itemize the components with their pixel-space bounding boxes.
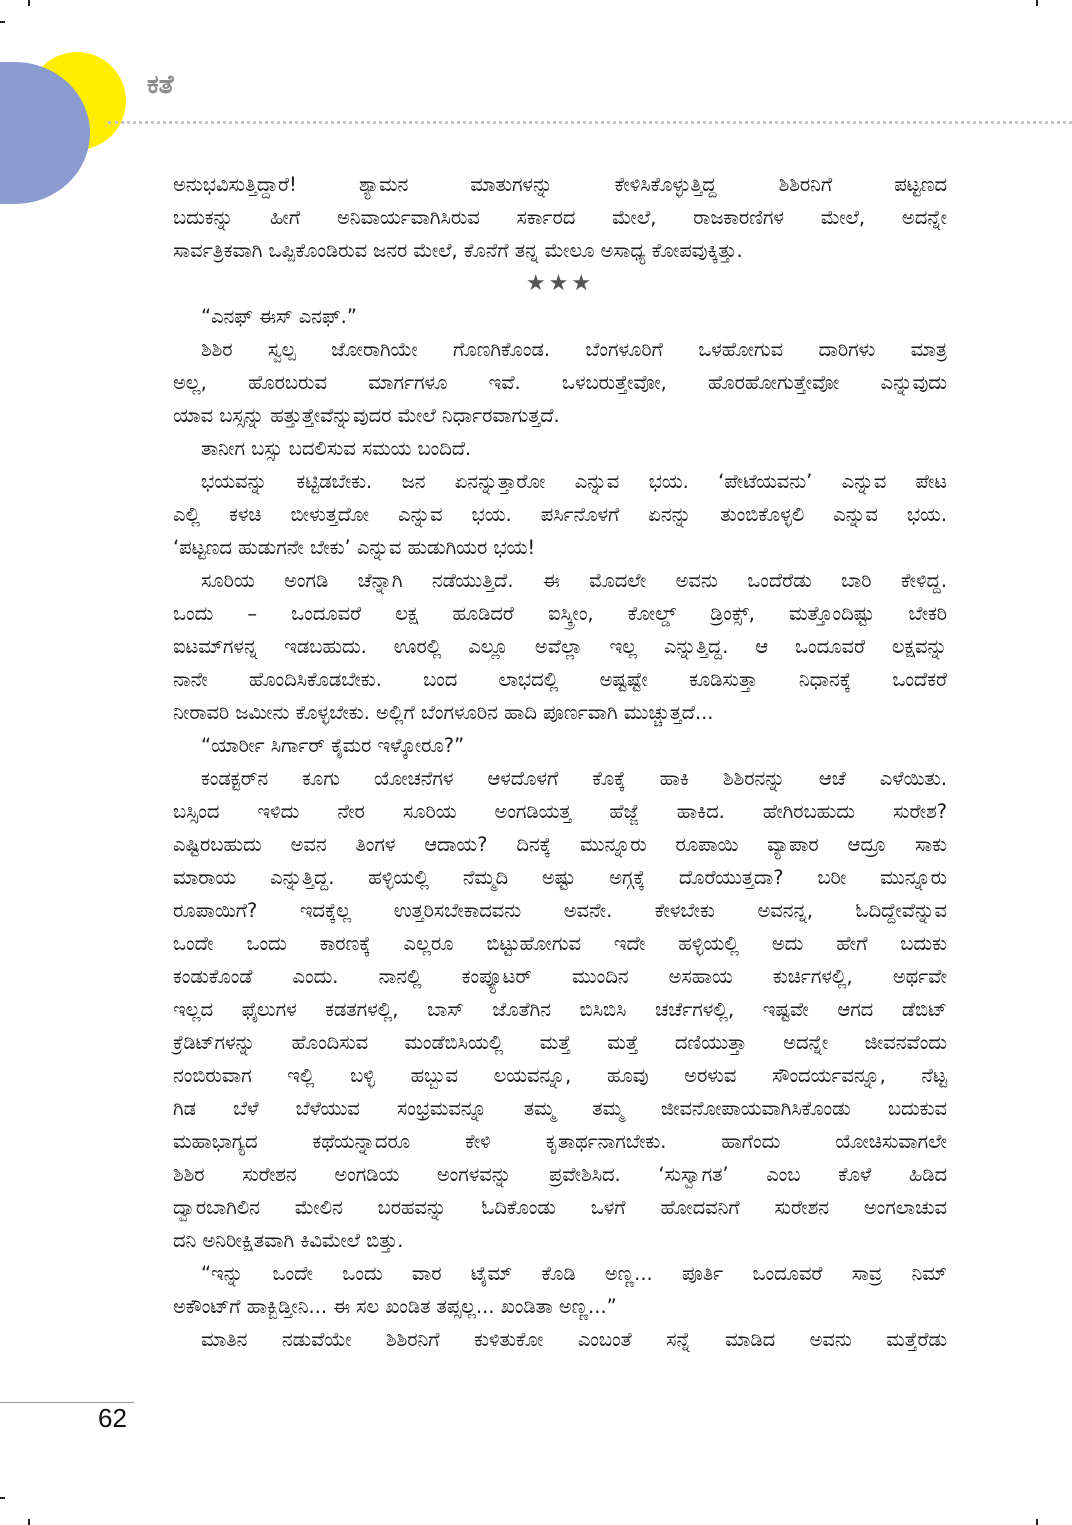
text-line: ಮಾರಾಯ ಎನ್ನುತ್ತಿದ್ದ. ಹಳ್ಳಿಯಲ್ಲಿ ನೆಮ್ಮದಿ ಅಷ್ಟು ಅಗ್ಗಕ್ಕೆ ದೊರೆಯುತ್ತದಾ? ಬರೀ ಮುನ್ನೂರು	[173, 866, 947, 889]
text-line: ದನಿ ಅನಿರೀಕ್ಷಿತವಾಗಿ ಕಿವಿಮೇಲೆ ಬಿತ್ತು.	[173, 1229, 404, 1252]
text-line: ಗಿಡ ಬೆಳೆ ಬೆಳೆಯುವ ಸಂಭ್ರಮವನ್ನೂ ತಮ್ಮ ತಮ್ಮ ಜೀವನೋಪಾಯವಾಗಿಸಿಕೊಂಡು ಬದುಕುವ	[173, 1097, 947, 1120]
text-line: “ಎನಫ್ ಈಸ್ ಎನಫ್.”	[201, 305, 357, 328]
section-title: ಕತೆ	[147, 70, 174, 100]
text-line: ಶಿಶಿರ ಸುರೇಶನ ಅಂಗಡಿಯ ಅಂಗಳವನ್ನು ಪ್ರವೇಶಿಸಿದ. ‘ಸುಸ್ವಾಗತ’ ಎಂಬ ಕೊಳೆ ಹಿಡಿದ	[173, 1163, 947, 1186]
text-line: ಇಲ್ಲದ ಫೈಲುಗಳ ಕಡತಗಳಲ್ಲಿ, ಬಾಸ್ ಜೊತೆಗಿನ ಬಿಸಿಬಿಸಿ ಚರ್ಚೆಗಳಲ್ಲಿ, ಇಷ್ಟವೇ ಆಗದ ಡೆಬಿಟ್	[173, 998, 947, 1021]
text-line: “ಯಾರ್ರೀ ಸಿರ್ಗಾರ್ ಕೈಮರ ಇಳ್ಕೋರೂ?”	[201, 734, 465, 757]
text-line: ನೀರಾವರಿ ಜಮೀನು ಕೊಳ್ಳಬೇಕು. ಅಲ್ಲಿಗೆ ಬೆಂಗಳೂರಿನ ಹಾದಿ ಪೂರ್ಣವಾಗಿ ಮುಚ್ಚುತ್ತದೆ...	[173, 701, 714, 724]
crop-mark-bottom-right-v	[1036, 1519, 1038, 1525]
paragraph	[173, 465, 947, 564]
text-line: ಶಿಶಿರ ಸ್ವಲ್ಪ ಜೋರಾಗಿಯೇ ಗೊಣಗಿಕೊಂಡ. ಬೆಂಗಳೂರಿಗೆ ಒಳಹೋಗುವ ದಾರಿಗಳು ಮಾತ್ರ	[201, 338, 947, 361]
header-dotted-rule	[108, 121, 1072, 124]
text-line: ಬಸ್ಸಿಂದ ಇಳಿದು ನೇರ ಸೂರಿಯ ಅಂಗಡಿಯತ್ತ ಹೆಜ್ಜೆ ಹಾಕಿದ. ಹೇಗಿರಬಹುದು ಸುರೇಶ?	[173, 800, 947, 823]
text-line: ಅಕೌಂಟ್‌ಗೆ ಹಾಕ್ಬಿಡ್ತೀನಿ... ಈ ಸಲ ಖಂಡಿತ ತಪ್ಸಲ್ಲ... ಖಂಡಿತಾ ಅಣ್ಣ...”	[173, 1295, 617, 1318]
paragraph	[173, 432, 947, 465]
paragraph	[173, 168, 947, 267]
text-line: ದ್ವಾರಬಾಗಿಲಿನ ಮೇಲಿನ ಬರಹವನ್ನು ಓದಿಕೊಂಡು ಒಳಗೆ ಹೋದವನಿಗೆ ಸುರೇಶನ ಅಂಗಲಾಚುವ	[173, 1196, 947, 1219]
crop-mark-top-left	[0, 21, 5, 23]
text-line: ರೂಪಾಯಿಗೆ? ಇದಕ್ಕೆಲ್ಲ ಉತ್ತರಿಸಬೇಕಾದವನು ಅವನೇ. ಕೇಳಬೇಕು ಅವನನ್ನ, ಓದಿದ್ದೇವೆನ್ನುವ	[173, 899, 947, 922]
text-line: ಐಟಮ್‌ಗಳನ್ನ ಇಡಬಹುದು. ಊರಲ್ಲಿ ಎಲ್ಲೂ ಅವೆಲ್ಲಾ ಇಲ್ಲ ಎನ್ನುತ್ತಿದ್ದ. ಆ ಒಂದೂವರೆ ಲಕ್ಷವನ್ನು	[173, 635, 947, 658]
text-line: ಸೂರಿಯ ಅಂಗಡಿ ಚೆನ್ನಾಗಿ ನಡೆಯುತ್ತಿದೆ. ಈ ಮೊದಲೇ ಅವನು ಒಂದೆರೆಡು ಬಾರಿ ಕೇಳಿದ್ದ.	[201, 569, 947, 592]
text-line: ಕಂಡುಕೊಂಡೆ ಎಂದು. ನಾನಲ್ಲಿ ಕಂಪ್ಯೂಟರ್ ಮುಂದಿನ ಅಸಹಾಯ ಕುರ್ಚಿಗಳಲ್ಲಿ, ಅರ್ಥವೇ	[173, 965, 947, 988]
text-line: ಮಹಾಭಾಗ್ಯದ ಕಥೆಯನ್ನಾದರೂ ಕೇಳಿ ಕೃತಾರ್ಥನಾಗಬೇಕು. ಹಾಗೆಂದು ಯೋಚಿಸುವಾಗಲೇ	[173, 1130, 947, 1153]
crop-mark-top-left-v	[28, 0, 30, 6]
paragraph	[173, 762, 947, 1257]
text-line: ಸಾರ್ವತ್ರಿಕವಾಗಿ ಒಪ್ಪಿಕೊಂಡಿರುವ ಜನರ ಮೇಲೆ, ಕೊನೆಗೆ ತನ್ನ ಮೇಲೂ ಅಸಾಧ್ಯ ಕೋಪವುಕ್ಕಿತ್ತು.	[173, 239, 743, 262]
text-line: ಎಲ್ಲಿ ಕಳಚಿ ಬೀಳುತ್ತದೋ ಎನ್ನುವ ಭಯ. ಪರ್ಸಿನೊಳಗೆ ಏನನ್ನು ತುಂಬಿಕೊಳ್ಳಲಿ ಎನ್ನುವ ಭಯ.	[173, 503, 947, 526]
text-line: “ಇನ್ನು ಒಂದೇ ಒಂದು ವಾರ ಟೈಮ್ ಕೊಡಿ ಅಣ್ಣ... ಪೂರ್ತಿ ಒಂದೂವರೆ ಸಾವ್ರ ನಿಮ್	[201, 1262, 947, 1285]
text-line: ಬದುಕನ್ನು ಹೀಗೆ ಅನಿವಾರ್ಯವಾಗಿಸಿರುವ ಸರ್ಕಾರದ ಮೇಲೆ, ರಾಜಕಾರಣಿಗಳ ಮೇಲೆ, ಅದನ್ನೇ	[173, 206, 947, 229]
paragraph	[173, 1323, 947, 1356]
text-line: ಕಂಡಕ್ಟರ್‌ನ ಕೂಗು ಯೋಚನೆಗಳ ಆಳದೊಳಗೆ ಕೊಕ್ಕೆ ಹಾಕಿ ಶಿಶಿರನನ್ನು ಆಚೆ ಎಳೆಯಿತು.	[201, 767, 947, 790]
page-number: 62	[98, 1403, 127, 1433]
scene-separator-stars: ★★★	[525, 271, 595, 296]
paragraph	[173, 300, 947, 333]
text-line: ತಾನೀಗ ಬಸ್ಸು ಬದಲಿಸುವ ಸಮಯ ಬಂದಿದೆ.	[201, 437, 472, 460]
story-body	[173, 168, 947, 1356]
text-line: ನಾನೇ ಹೊಂದಿಸಿಕೊಡಬೇಕು. ಬಂದ ಲಾಭದಲ್ಲಿ ಅಷ್ಟಷ್ಟೇ ಕೂಡಿಸುತ್ತಾ ನಿಧಾನಕ್ಕೆ ಒಂದೆಕರೆ	[173, 668, 947, 691]
crop-mark-bottom-left-v	[28, 1519, 30, 1525]
text-line: ಒಂದೇ ಒಂದು ಕಾರಣಕ್ಕೆ ಎಲ್ಲರೂ ಬಿಟ್ಟುಹೋಗುವ ಇದೇ ಹಳ್ಳಿಯಲ್ಲಿ ಅದು ಹೇಗೆ ಬದುಕು	[173, 932, 947, 955]
paragraph	[173, 333, 947, 432]
text-line: ಒಂದು – ಒಂದೂವರೆ ಲಕ್ಷ ಹೂಡಿದರೆ ಐಸ್ಕ್ರೀಂ, ಕೋಲ್ಡ್ ಡ್ರಿಂಕ್ಸ್, ಮತ್ತೊಂದಿಷ್ಟು ಬೇಕರಿ	[173, 602, 947, 625]
paragraph	[173, 1257, 947, 1323]
paragraph	[173, 729, 947, 762]
text-line: ಅಲ್ಲ, ಹೊರಬರುವ ಮಾರ್ಗಗಳೂ ಇವೆ. ಒಳಬರುತ್ತೇವೋ, ಹೊರಹೋಗುತ್ತೇವೋ ಎನ್ನುವುದು	[173, 371, 947, 394]
text-line: ಭಯವನ್ನು ಕಟ್ಟಿಡಬೇಕು. ಜನ ಏನನ್ನುತ್ತಾರೋ ಎನ್ನುವ ಭಯ. ‘ಪೇಟೆಯವನು’ ಎನ್ನುವ ಪೇಟ	[201, 470, 947, 493]
text-line: ‘ಪಟ್ಟಣದ ಹುಡುಗನೇ ಬೇಕು’ ಎನ್ನುವ ಹುಡುಗಿಯರ ಭಯ!	[173, 536, 536, 559]
text-line: ಕ್ರೆಡಿಟ್‌ಗಳನ್ನು ಹೊಂದಿಸುವ ಮಂಡೆಬಿಸಿಯಲ್ಲಿ ಮತ್ತೆ ಮತ್ತೆ ದಣಿಯುತ್ತಾ ಅದನ್ನೇ ಜೀವನವೆಂದು	[173, 1031, 947, 1054]
crop-mark-top-right-v	[1036, 0, 1038, 6]
text-line: ನಂಬಿರುವಾಗ ಇಲ್ಲಿ ಬಳ್ಳಿ ಹಬ್ಬುವ ಲಯವನ್ನೂ, ಹೂವು ಅರಳುವ ಸೌಂದರ್ಯವನ್ನೂ, ನೆಟ್ಟ	[173, 1064, 947, 1087]
paragraph	[173, 564, 947, 729]
text-line: ಯಾವ ಬಸ್ಸನ್ನು ಹತ್ತುತ್ತೇವೆನ್ನುವುದರ ಮೇಲೆ ನಿರ್ಧಾರವಾಗುತ್ತದೆ.	[173, 404, 560, 427]
text-line: ಎಷ್ಟಿರಬಹುದು ಅವನ ತಿಂಗಳ ಆದಾಯ? ದಿನಕ್ಕೆ ಮುನ್ನೂರು ರೂಪಾಯಿ ವ್ಯಾಪಾರ ಆದ್ರೂ ಸಾಕು	[173, 833, 947, 856]
text-line: ಮಾತಿನ ನಡುವೆಯೇ ಶಿಶಿರನಿಗೆ ಕುಳಿತುಕೋ ಎಂಬಂತೆ ಸನ್ನೆ ಮಾಡಿದ ಅವನು ಮತ್ತೆರೆಡು	[201, 1328, 947, 1351]
text-line: ಅನುಭವಿಸುತ್ತಿದ್ದಾರೆ! ಶ್ಯಾಮನ ಮಾತುಗಳನ್ನು ಕೇಳಿಸಿಕೊಳ್ಳುತ್ತಿದ್ದ ಶಿಶಿರನಿಗೆ ಪಟ್ಟಣದ	[173, 173, 947, 196]
crop-mark-bottom-left	[0, 1497, 5, 1499]
